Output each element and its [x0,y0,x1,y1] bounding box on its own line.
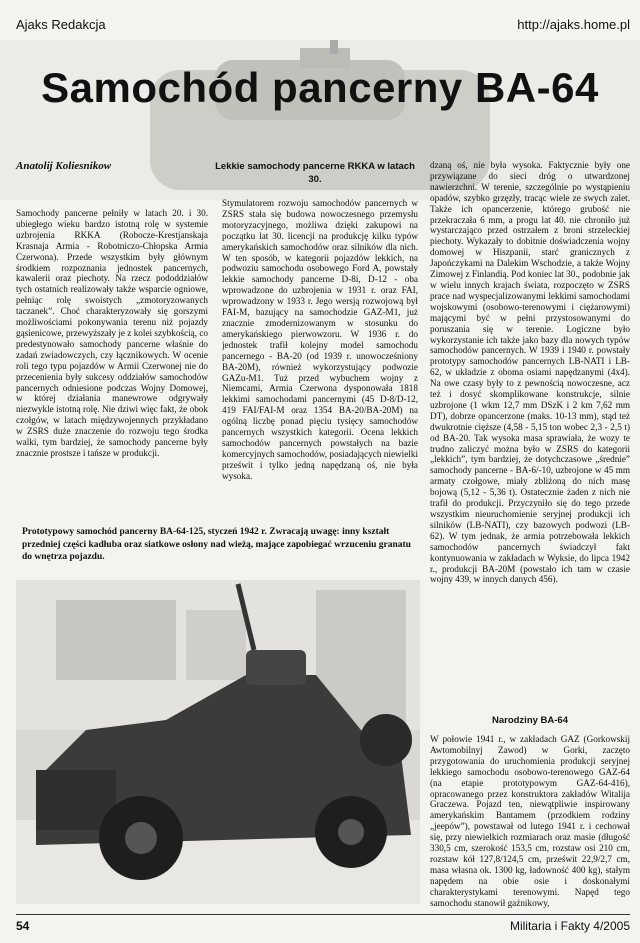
author-name: Anatolij Koliesnikow [16,160,112,172]
text-column-2: Stymulatorem rozwoju samochodów pancernych w ZSRS stała się budowa nowoczesnego przemysłu motoryzacyjnego, możliwa dzięki zakupowi na początku lat 30. licencji na produkcję kilku typów amerykańskich samochodów oraz silników dla nich. W ten sposób, w kategorii pojazdów lekkich, na podwoziu samochodu osobowego Ford A, powstały lekkie samochody pancerne D-8i, D-12 - oba wprowadzone do uzbrojenia w 1931 r. oraz FAI, wprowadzony w 1933 r. Jego wersją rozwojową był FAI-M, bazujący na samochodzie GAZ-M1, już znacznie zmodernizowanym w stosunku do amerykańskiego pierwowzoru. W 1936 r. do jednostek trafił kolejny model samochodu pancernego - BA-20 (od 1939 r. unowocześniony BA-20M), również wykorzystujący podwozie GAZu-M1. Tuż przed wybuchem wojny z Niemcami, Armia Czerwona dysponowała 1818 lekkimi samochodami pancernymi (45 D-8/D-12, 419 FAI/FAI-M oraz 1354 BA-20/BA-20M) na ogólną liczbę ponad pięciu tysięcy samochodów pancernych wszystkich kategorii. Ocena lekkich samochodów pancernych powstałych na bazie komercyjnych samochodów, posiadających niewielki prześwit i tylko jedną napędzaną oś, nie była wysoka. [222,198,418,481]
magazine-issue: Militaria i Fakty 4/2005 [509,919,630,933]
photo-caption: Prototypowy samochód pancerny BA-64-125, styczeń 1942 r. Zwracają uwagę: inny kształt przedniej części kadłuba oraz siatkowe osłony nad wieżą, mające zapobiegać wrzuceniu granatu do wnętrza pojazdu. [16,522,420,580]
text-column-3b: W połowie 1941 r., w zakładach GAZ (Gorkowskij Awtomobilnyj Zawod) w Gorki, zaczęto przygotowania do uruchomienia produkcji seryjnej lekkiego samochodu osobowo-terenowego GAZ-64 (na etapie prototypowym GAZ-64-416), opracowanego przez konstruktora zakładów Witalija Graczewa. Pojazd ten, niewątpliwie inspirowany amerykańskim Bantamem (przodkiem rodziny „jeepów”), powstawał od lutego 1941 r. i cechował się, przy niewielkich rozmiarach oraz masie (długość 330,5 cm, szerokość 153,5 cm, rozstaw osi 210 cm, rozstaw kół 127,8/124,5 cm, prześwit 22,9/2,7 cm, masa własna ok. 1300 kg, ładowność 400 kg), stałym napędem na obie osie i doskonałymi charakterystykami terenowymi. Napęd tego samochodu stanowił gaźnikowy, [430,734,630,908]
header-url[interactable]: http://ajaks.home.pl [517,17,630,32]
armored-car-photo [16,580,420,904]
header-publisher: Ajaks Redakcja [16,17,106,32]
page-number: 54 [16,919,30,933]
section-heading-birth: Narodziny BA-64 [491,715,568,726]
text-column-1: Samochody pancerne pełniły w latach 20. i 30. ubiegłego wieku bardzo istotną rolę w systemie uzbrojenia RKKA (Robocze-Krestjanskaja Krasnaja Armia - Robotniczo-Chłopska Armia Czerwona). Przede wszystkim były głównym środkiem rozpoznania jednostek pancernych, kawalerii oraz piechoty. Na rzecz pododdziałów tych ostatnich realizowały także wsparcie ogniowe, pełniąc rolę swoistych „zmotoryzowanych taczanek”. Choć charakteryzowały się gorszymi możliwościami pokonywania terenu niż pojazdy gąsienicowe, przewyższały je z kolei szybkością, co predestynowało samochody pancerne właśnie do zadań zwiadowczych, czy łącznikowych. W ocenie roli tego typu pojazdów w Armii Czerwonej nie do przecenienia były sukcesy oddziałów samochodów pancernych odniesione podczas Wojny Domowej, w której działania manewrowe odgrywały niezwykle istotną rolę. Nie dziwi więc fakt, że obok czołgów, w latach międzywojennych przykładano w ZSRS duże znaczenie do rozwoju tego środka walki, tym bardziej, że samochody pancerne były znacznie prostsze i tańsze w produkcji. [16,208,208,458]
footer-divider [16,914,630,915]
section-heading-light-cars: Lekkie samochody pancerne RKKA w latach 30. [215,161,415,185]
text-column-3a: dzaną oś, nie była wysoka. Faktycznie były one przywiązane do sieci dróg o utwardzonej nawierzchni. W terenie, szczególnie po wystąpieniu opadów, szybko grzęzły, tracąc wiele ze swych zalet. Także ich opancerzenie, którego grubość nie przekraczała 6 mm, a progu lat 40. nie chroniło już wystarczająco przed ostrzałem z broni strzeleckiej piechoty. Wykazały to dobitnie doświadczenia wojny domowej w Hiszpanii, starć granicznych z Japończykami na Dalekim Wschodzie, a także Wojny Zimowej z Finlandią. Pod koniec lat 30., podobnie jak w wielu innych krajach świata, rozpoczęto w ZSRS prace nad wyspecjalizowanymi lekkimi samochodami wojskowymi (osobowo-terenowymi i ciężarowymi) mającymi być w pełni przystosowanymi do poruszania się w terenie. Logiczne było wykorzystanie ich także jako bazy dla nowych typów samochodów pancernych. W 1939 i 1940 r. powstały prototypy samochodów pancernych LB-NATI i LB-62, w układzie z oboma osiami napędzanymi (4x4). Na owe czasy były to z pewnością nowoczesne, acz też i dosyć skomplikowane konstrukcje, silnie uzbrojone (1 wkm 12,7 mm DSzK i 2 km 7,62 mm DT), dobrze opancerzone (maks. 10-13 mm), stąd też dwukrotnie cięższe (4,58 - 5,15 ton wobec 2,3 - 2,5 t) od BA-20. Tak wysoka masa sprawiała, że wozy te trudno zaliczyć można było w ZSRS do kategorii „lekkich”, tym bardziej, że dotychczasowe „średnie” samochody pancerne - BA-6/-10, uzbrojone w 45 mm armaty czołgowe, miały zbliżoną do nich masę bojową (5,12 - 5,36 t). Ostatecznie żaden z nich nie trafił do produkcji. Przyczyniło się do tego przede wszystkim nieuruchomienie seryjnej produkcji ich silników (LB-NATI), czy bazowych podwozi (LB-62). W tym jednak, że armia potrzebowała lekkich samochodów pancernych świadczył fakt kontynuowania w zakładach w Wyksie, do lipca 1942 r., produkcji BA-20M (powstało ich tam w czasie wojny 439, w innych danych 456). [430,160,630,585]
article-title: Samochód pancerny BA-64 [41,64,599,111]
